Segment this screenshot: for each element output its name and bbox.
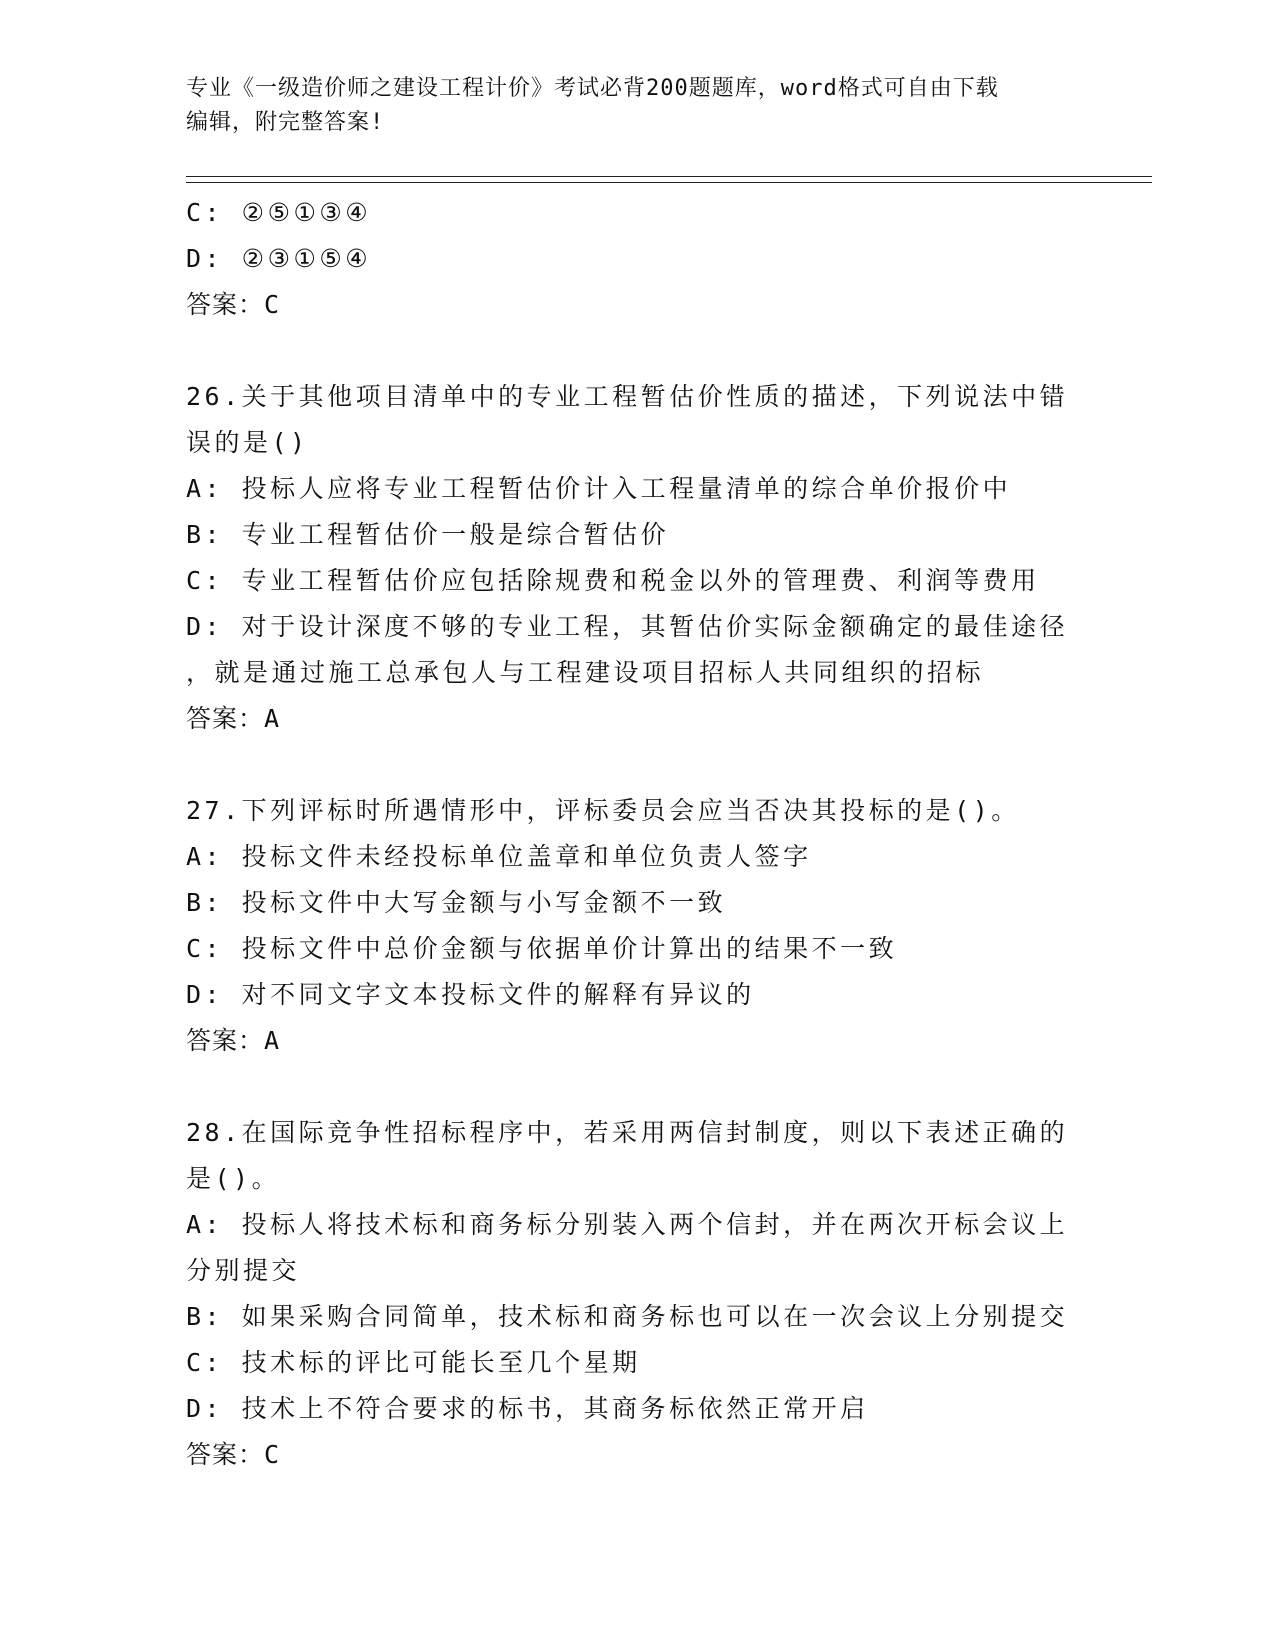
option-d: D: 对不同文字文本投标文件的解释有异议的 xyxy=(186,980,755,1009)
answer: 答案：A xyxy=(186,1026,281,1055)
question-28 xyxy=(186,1110,1086,1478)
header-divider-top xyxy=(186,176,1152,177)
question-stem-continued: 是()。 xyxy=(186,1164,281,1193)
answer: 答案：C xyxy=(186,1440,281,1469)
option-b: B: 投标文件中大写金额与小写金额不一致 xyxy=(186,888,727,917)
answer: 答案：A xyxy=(186,704,281,733)
option-d: D: 技术上不符合要求的标书，其商务标依然正常开启 xyxy=(186,1394,869,1423)
question-list xyxy=(186,190,1086,1478)
document-header xyxy=(186,72,1086,140)
header-line-1: 专业《一级造价师之建设工程计价》考试必背200题题库，word格式可自由下载 xyxy=(186,76,999,101)
option-b: B: 专业工程暂估价一般是综合暂估价 xyxy=(186,520,670,549)
question-stem: 27.下列评标时所遇情形中，评标委员会应当否决其投标的是()。 xyxy=(186,796,1020,825)
option-a-continued: 分别提交 xyxy=(186,1256,301,1285)
option-c: C: 技术标的评比可能长至几个星期 xyxy=(186,1348,641,1377)
header-divider-bottom xyxy=(186,182,1152,183)
option-c: C: 投标文件中总价金额与依据单价计算出的结果不一致 xyxy=(186,934,898,963)
header-line-2: 编辑，附完整答案! xyxy=(186,110,385,135)
question-stem: 26.关于其他项目清单中的专业工程暂估价性质的描述，下列说法中错 xyxy=(186,382,1069,411)
option-c: C: ②⑤①③④ xyxy=(186,198,372,227)
prev-question xyxy=(186,190,1086,328)
option-d-continued: ，就是通过施工总承包人与工程建设项目招标人共同组织的招标 xyxy=(186,658,985,687)
question-27 xyxy=(186,788,1086,1064)
option-a: A: 投标人将技术标和商务标分别装入两个信封，并在两次开标会议上 xyxy=(186,1210,1069,1239)
question-26 xyxy=(186,374,1086,742)
answer: 答案：C xyxy=(186,290,281,319)
question-stem-continued: 误的是() xyxy=(186,428,309,457)
option-c: C: 专业工程暂估价应包括除规费和税金以外的管理费、利润等费用 xyxy=(186,566,1040,595)
option-d: D: ②③①⑤④ xyxy=(186,244,372,273)
option-a: A: 投标人应将专业工程暂估价计入工程量清单的综合单价报价中 xyxy=(186,474,1012,503)
option-b: B: 如果采购合同简单，技术标和商务标也可以在一次会议上分别提交 xyxy=(186,1302,1069,1331)
question-stem: 28.在国际竞争性招标程序中，若采用两信封制度，则以下表述正确的 xyxy=(186,1118,1069,1147)
option-d: D: 对于设计深度不够的专业工程，其暂估价实际金额确定的最佳途径 xyxy=(186,612,1069,641)
option-a: A: 投标文件未经投标单位盖章和单位负责人签字 xyxy=(186,842,812,871)
